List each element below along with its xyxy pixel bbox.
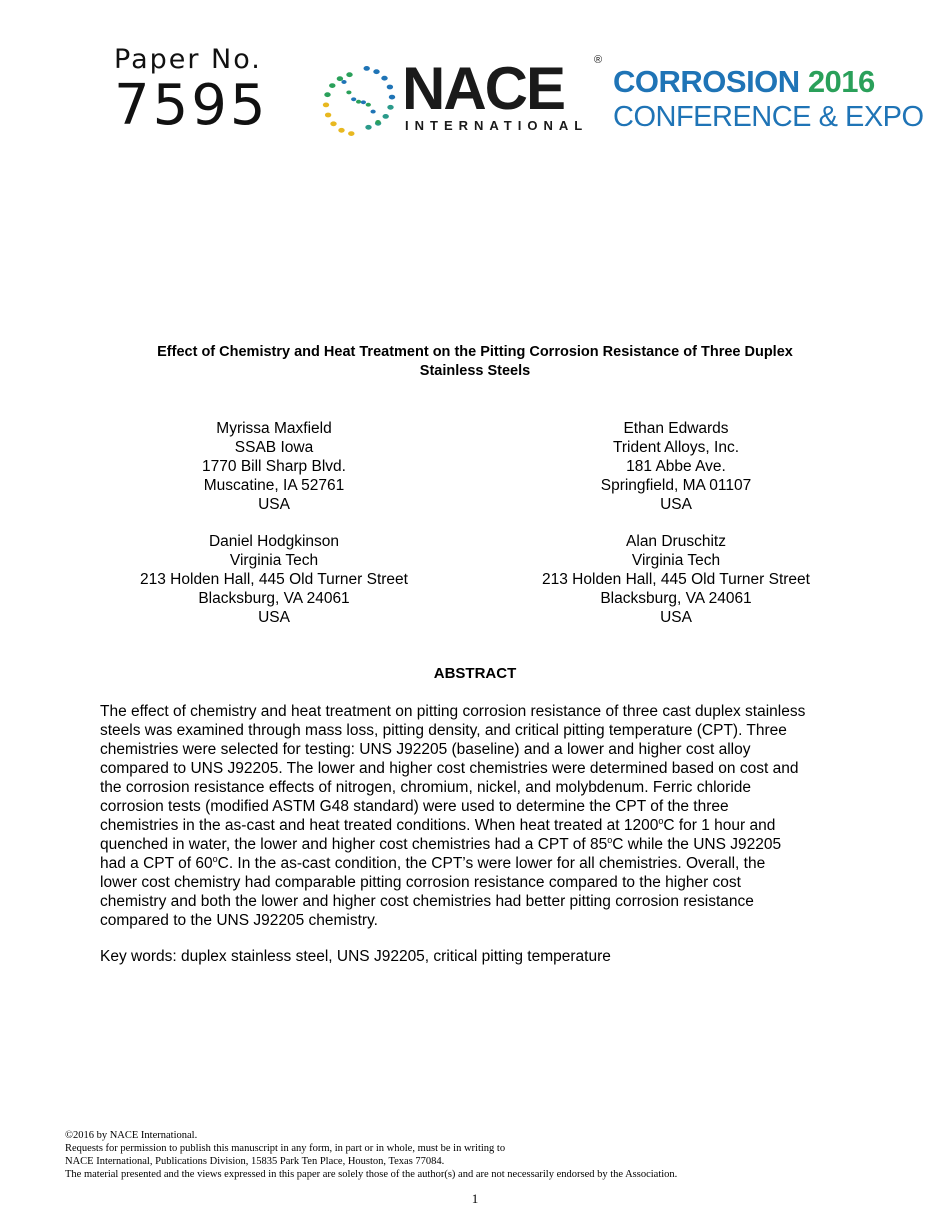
conference-name [613, 64, 924, 100]
swirl-dot [364, 66, 370, 71]
author-city: Blacksburg, VA 24061 [198, 590, 350, 607]
copyright-footer [65, 1129, 885, 1181]
abstract-line: compared to UNS J92205. The lower and higher cost chemistries were determined based on cost and [100, 760, 799, 777]
keywords: Key words: duplex stainless steel, UNS J92205, critical pitting temperature [100, 948, 611, 965]
abstract-line: lower cost chemistry had comparable pitting corrosion resistance compared to the higher cost [100, 874, 741, 891]
author-org: Trident Alloys, Inc. [612, 439, 740, 456]
nace-wordmark: NACE [402, 55, 565, 122]
publisher-address: NACE International, Publications Division, 15835 Park Ten Place, Houston, Texas 77084. [65, 1156, 445, 1167]
author-name: Daniel Hodgkinson [208, 533, 340, 550]
paper-number-block [114, 44, 269, 136]
abstract-line: corrosion tests (modified ASTM G48 standard) were used to determine the CPT of the three [100, 798, 729, 815]
abstract-heading: ABSTRACT [433, 665, 517, 682]
abstract-line: steels was examined through mass loss, pitting density, and critical pitting temperature (CPT). Three [100, 722, 787, 739]
swirl-dot [387, 85, 393, 90]
author-address: 181 Abbe Ave. [626, 458, 726, 475]
abstract-line: chemistries were selected for testing: UNS J92205 (baseline) and a lower and higher cost alloy [100, 741, 751, 758]
swirl-dot [389, 95, 395, 100]
author-address: 213 Holden Hall, 445 Old Turner Street [542, 571, 810, 588]
swirl-dot [381, 76, 387, 81]
author-org: SSAB Iowa [234, 439, 314, 456]
swirl-dot [351, 97, 356, 101]
swirl-dot [366, 103, 371, 107]
conference-prefix: CORROSION [613, 64, 800, 99]
abstract-body [100, 702, 852, 930]
author-name: Ethan Edwards [623, 420, 729, 437]
author-block [496, 419, 856, 514]
author-country: USA [258, 496, 290, 513]
copyright-line: ©2016 by NACE International. [65, 1130, 198, 1141]
swirl-dot [387, 105, 393, 110]
nace-logo [322, 54, 612, 140]
author-city: Muscatine, IA 52761 [203, 477, 345, 494]
author-country: USA [258, 609, 290, 626]
author-block [496, 532, 856, 627]
paper-title-line: Stainless Steels [419, 363, 531, 379]
nace-swirl-icon [322, 64, 398, 138]
author-city: Springfield, MA 01107 [600, 477, 752, 494]
abstract-line: quenched in water, the lower and higher cost chemistries had a CPT of 85$^o$C while the UNS J92205 [100, 835, 782, 853]
swirl-dot [375, 120, 380, 124]
swirl-dot [341, 80, 346, 84]
conference-branding [613, 64, 924, 134]
abstract-line: The effect of chemistry and heat treatment on pitting corrosion resistance of three cast duplex stainless [100, 703, 806, 720]
swirl-dot [346, 72, 352, 77]
abstract-line: compared to the UNS J92205 chemistry. [100, 912, 378, 929]
swirl-dot [365, 125, 371, 130]
author-name: Myrissa Maxfield [216, 420, 332, 437]
nace-international-label: INTERNATIONAL [405, 118, 589, 133]
swirl-dot [337, 76, 343, 81]
page-number: 1 [471, 1191, 479, 1206]
conference-year: 2016 [807, 64, 875, 99]
registered-mark: ® [594, 54, 603, 66]
author-country: USA [660, 496, 692, 513]
abstract-line: the corrosion resistance effects of nitrogen, chromium, nickel, and molybdenum. Ferric chloride [100, 779, 752, 796]
author-org: Virginia Tech [229, 552, 319, 569]
author-country: USA [660, 609, 692, 626]
swirl-dot [361, 100, 366, 104]
swirl-dot [356, 100, 361, 104]
author-address: 213 Holden Hall, 445 Old Turner Street [140, 571, 408, 588]
swirl-dot [323, 103, 329, 108]
author-city: Blacksburg, VA 24061 [600, 590, 752, 607]
paper-title [100, 343, 850, 381]
swirl-dot [338, 128, 344, 133]
author-block [94, 419, 454, 514]
swirl-dot [373, 69, 379, 74]
abstract-line: chemistries in the as-cast and heat treated conditions. When heat treated at 1200$^o$C for 1 hour and [100, 816, 776, 834]
disclaimer-line: The material presented and the views expressed in this paper are solely those of the author(s) and are not necessarily endorsed by the Association. [65, 1169, 678, 1180]
swirl-dot [330, 121, 336, 126]
author-address: 1770 Bill Sharp Blvd. [202, 458, 346, 475]
swirl-dot [348, 131, 354, 136]
swirl-dot [324, 92, 330, 97]
swirl-dot [346, 90, 351, 94]
conference-subtitle: CONFERENCE & EXPO [613, 101, 924, 133]
swirl-dot [329, 83, 335, 88]
paper-number: 7595 [114, 73, 269, 138]
swirl-dot [325, 113, 331, 118]
paper-title-line: Effect of Chemistry and Heat Treatment on the Pitting Corrosion Resistance of Three Duplex [157, 344, 793, 360]
swirl-dot [383, 114, 389, 119]
swirl-dot [371, 110, 376, 114]
author-org: Virginia Tech [631, 552, 721, 569]
permission-line: Requests for permission to publish this manuscript in any form, in part or in whole, must be in writing to [65, 1143, 506, 1154]
author-name: Alan Druschitz [626, 533, 726, 550]
paper-number-label: Paper No. [114, 44, 262, 75]
abstract-line: chemistry and both the lower and higher cost chemistries had better pitting corrosion resistance [100, 893, 754, 910]
author-block [94, 532, 454, 627]
abstract-line: had a CPT of 60$^o$C. In the as-cast condition, the CPT’s were lower for all chemistries. Overall, the [100, 854, 766, 872]
